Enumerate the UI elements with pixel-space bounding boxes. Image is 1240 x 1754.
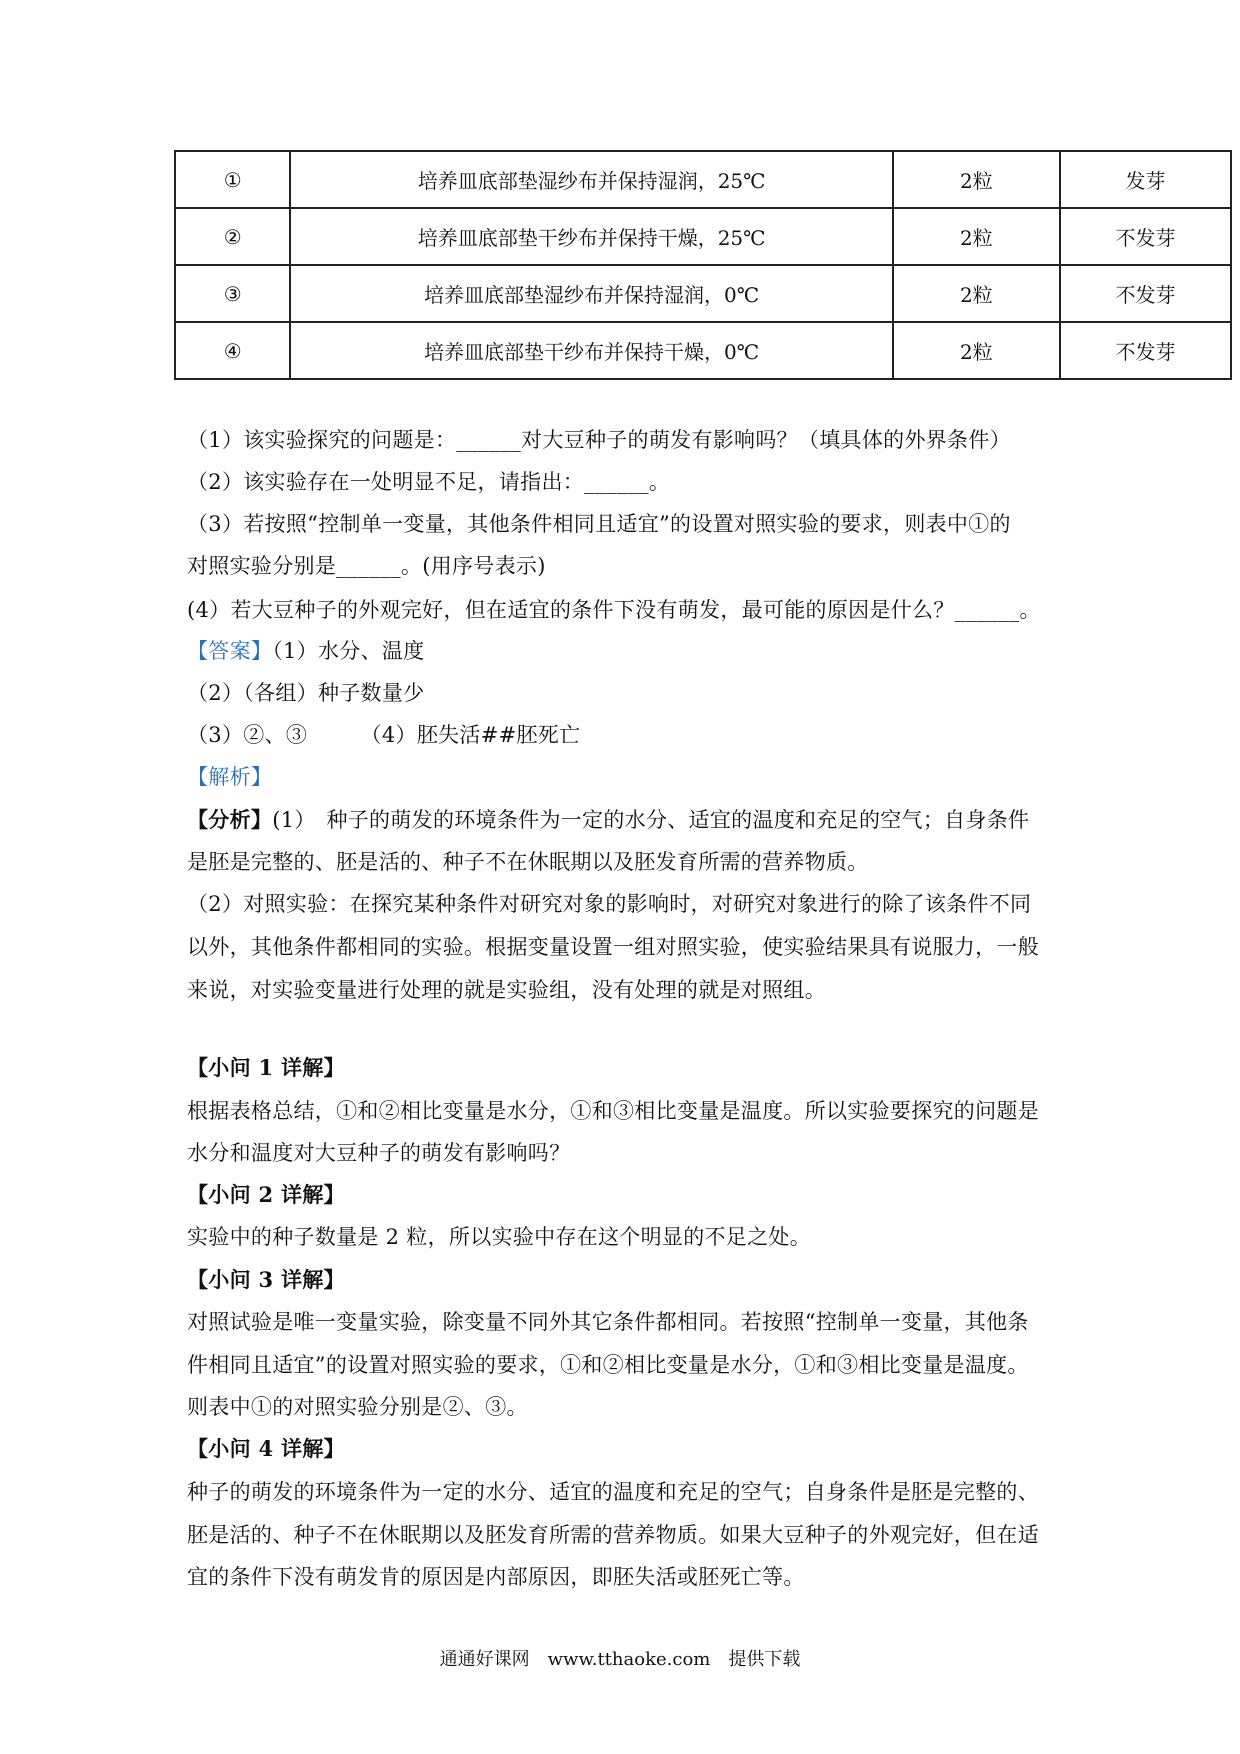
- detail-4-line-1: 种子的萌发的环境条件为一定的水分、适宜的温度和充足的空气；自身条件是胚是完整的、: [187, 1480, 1039, 1504]
- group-id-cell: ②: [175, 208, 290, 265]
- table-row: [175, 151, 1231, 208]
- question-2: （2）该实验存在一处明显不足，请指出：______。: [187, 470, 671, 494]
- detail-3-line-1: 对照试验是唯一变量实验，除变量不同外其它条件都相同。若按照“控制单一变量，其他条: [187, 1310, 1029, 1334]
- page-footer: 通通好课网 www.tthaoke.com 提供下载: [439, 1649, 801, 1670]
- detail-3-line-3: 则表中①的对照实验分别是②、③。: [187, 1395, 528, 1419]
- detail-3-line-2: 件相同且适宜”的设置对照实验的要求，①和②相比变量是水分，①和③相比变量是温度。: [187, 1353, 1029, 1377]
- analysis-label: 【解析】: [187, 765, 273, 789]
- analysis-p1-text: (1） 种子的萌发的环境条件为一定的水分、适宜的温度和充足的空气；自身条件: [272, 808, 1030, 832]
- detail-1-line-2: 水分和温度对大豆种子的萌发有影响吗？: [187, 1141, 571, 1165]
- question-3-line-1: （3）若按照“控制单一变量，其他条件相同且适宜”的设置对照实验的要求，则表中①的: [187, 512, 1011, 536]
- detail-2-heading: 【小问 2 详解】: [187, 1182, 345, 1207]
- table-row: [175, 265, 1231, 322]
- detail-4-line-3: 宜的条件下没有萌发肯的原因是内部原因，即胚失活或胚死亡等。: [187, 1565, 805, 1589]
- condition-cell: 培养皿底部垫干纱布并保持干燥，25℃: [290, 208, 892, 265]
- detail-4-heading: 【小问 4 详解】: [187, 1436, 345, 1461]
- group-id-cell: ③: [175, 265, 290, 322]
- result-cell: 不发芽: [1060, 322, 1231, 379]
- detail-1-heading: 【小问 1 详解】: [187, 1055, 345, 1080]
- table-row: [175, 322, 1231, 379]
- question-4: (4）若大豆种子的外观完好，但在适宜的条件下没有萌发，最可能的原因是什么？______。: [187, 598, 1041, 622]
- analysis-p1-line-2: 是胚是完整的、胚是活的、种子不在休眠期以及胚发育所需的营养物质。: [187, 850, 869, 874]
- result-cell: 不发芽: [1060, 265, 1231, 322]
- analysis-p2-line-3: 来说，对实验变量进行处理的就是实验组，没有处理的就是对照组。: [187, 978, 826, 1002]
- seed-count-cell: 2粒: [893, 151, 1060, 208]
- answer-3-4: （3）②、③ （4）胚失活##胚死亡: [187, 723, 581, 747]
- answer-2: （2）（各组）种子数量少: [187, 681, 425, 705]
- detail-1-line-1: 根据表格总结，①和②相比变量是水分，①和③相比变量是温度。所以实验要探究的问题是: [187, 1099, 1039, 1123]
- seed-count-cell: 2粒: [893, 322, 1060, 379]
- condition-cell: 培养皿底部垫湿纱布并保持湿润，25℃: [290, 151, 892, 208]
- analysis-p2-line-2: 以外，其他条件都相同的实验。根据变量设置一组对照实验，使实验结果具有说服力，一般: [187, 935, 1039, 959]
- seed-count-cell: 2粒: [893, 265, 1060, 322]
- answer-1: （1）水分、温度: [272, 639, 425, 663]
- condition-cell: 培养皿底部垫干纱布并保持干燥，0℃: [290, 322, 892, 379]
- result-cell: 不发芽: [1060, 208, 1231, 265]
- result-cell: 发芽: [1060, 151, 1231, 208]
- answer-label: 【答案】: [187, 639, 273, 663]
- question-1: （1）该实验探究的问题是：______对大豆种子的萌发有影响吗？（填具体的外界条件）: [187, 428, 1011, 452]
- answer-line-1: [187, 636, 424, 666]
- group-id-cell: ①: [175, 151, 290, 208]
- seed-count-cell: 2粒: [893, 208, 1060, 265]
- detail-2-line-1: 实验中的种子数量是 2 粒，所以实验中存在这个明显的不足之处。: [187, 1225, 812, 1249]
- question-3-line-2: 对照实验分别是______。(用序号表示): [187, 554, 546, 578]
- group-id-cell: ④: [175, 322, 290, 379]
- detail-3-heading: 【小问 3 详解】: [187, 1267, 345, 1292]
- analysis-p1-line-1: [187, 805, 1029, 835]
- analysis-heading: 【分析】: [187, 807, 273, 832]
- experiment-table: [174, 150, 1232, 380]
- table-row: [175, 208, 1231, 265]
- analysis-p2-line-1: （2）对照实验：在探究某种条件对研究对象的影响时，对研究对象进行的除了该条件不同: [187, 892, 1032, 916]
- condition-cell: 培养皿底部垫湿纱布并保持湿润，0℃: [290, 265, 892, 322]
- detail-4-line-2: 胚是活的、种子不在休眠期以及胚发育所需的营养物质。如果大豆种子的外观完好，但在适: [187, 1523, 1039, 1547]
